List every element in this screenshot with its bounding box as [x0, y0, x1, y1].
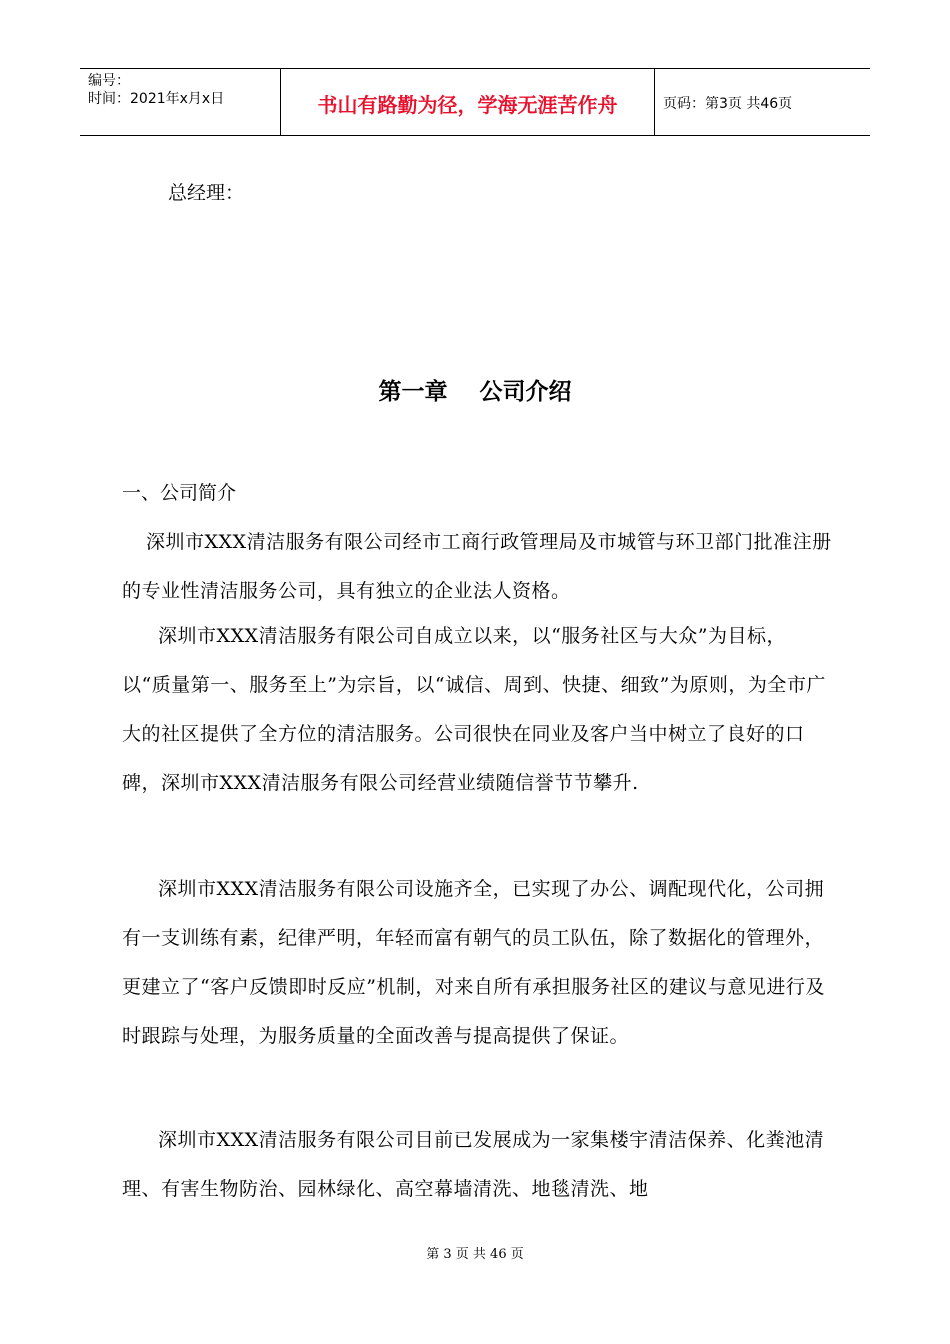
document-header [80, 68, 870, 136]
body-paragraph: 深圳市XXX清洁服务有限公司设施齐全，已实现了办公、调配现代化，公司拥有一支训练有素，纪律严明，年轻而富有朝气的员工队伍，除了数据化的管理外，更建立了“客户反馈即时反应”机制，对来自所有承担服务社区的建议与意见进行及时跟踪与处理，为服务质量的全面改善与提高提供了保证。 [122, 878, 825, 1047]
page-footer: 第 3 页 共 46 页 [426, 1247, 524, 1262]
document-date: 时间：2021年x月x日 [88, 91, 225, 107]
document-number-label: 编号： [88, 73, 130, 89]
header-motto-cell [281, 69, 655, 135]
header-motto: 书山有路勤为径，学海无涯苦作舟 [317, 93, 618, 117]
chapter-title: 第一章 公司介绍 [378, 379, 572, 405]
body-paragraph: 深圳市XXX清洁服务有限公司自成立以来，以“服务社区与大众”为目标，以“质量第一、服务至上”为宗旨，以“诚信、周到、快捷、细致”为原则，为全市广大的社区提供了全方位的清洁服务。公司很快在同业及客户当中树立了良好的口碑，深圳市XXX清洁服务有限公司经营业绩随信誉节节攀升. [122, 625, 826, 794]
header-meta-cell [80, 69, 281, 135]
body-paragraph: 深圳市XXX清洁服务有限公司经市工商行政管理局及市城管与环卫部门批准注册的专业性清洁服务公司，具有独立的企业法人资格。 [122, 531, 832, 602]
section-title: 一、公司简介 [122, 482, 237, 504]
header-page-cell [655, 69, 870, 135]
general-manager-signature-label: 总经理： [168, 182, 245, 204]
body-paragraph: 深圳市XXX清洁服务有限公司目前已发展成为一家集楼宇清洁保养、化粪池清理、有害生物防治、园林绿化、高空幕墙清洗、地毯清洗、地 [122, 1129, 825, 1200]
header-page-info: 页码：第3页 共46页 [663, 96, 793, 112]
